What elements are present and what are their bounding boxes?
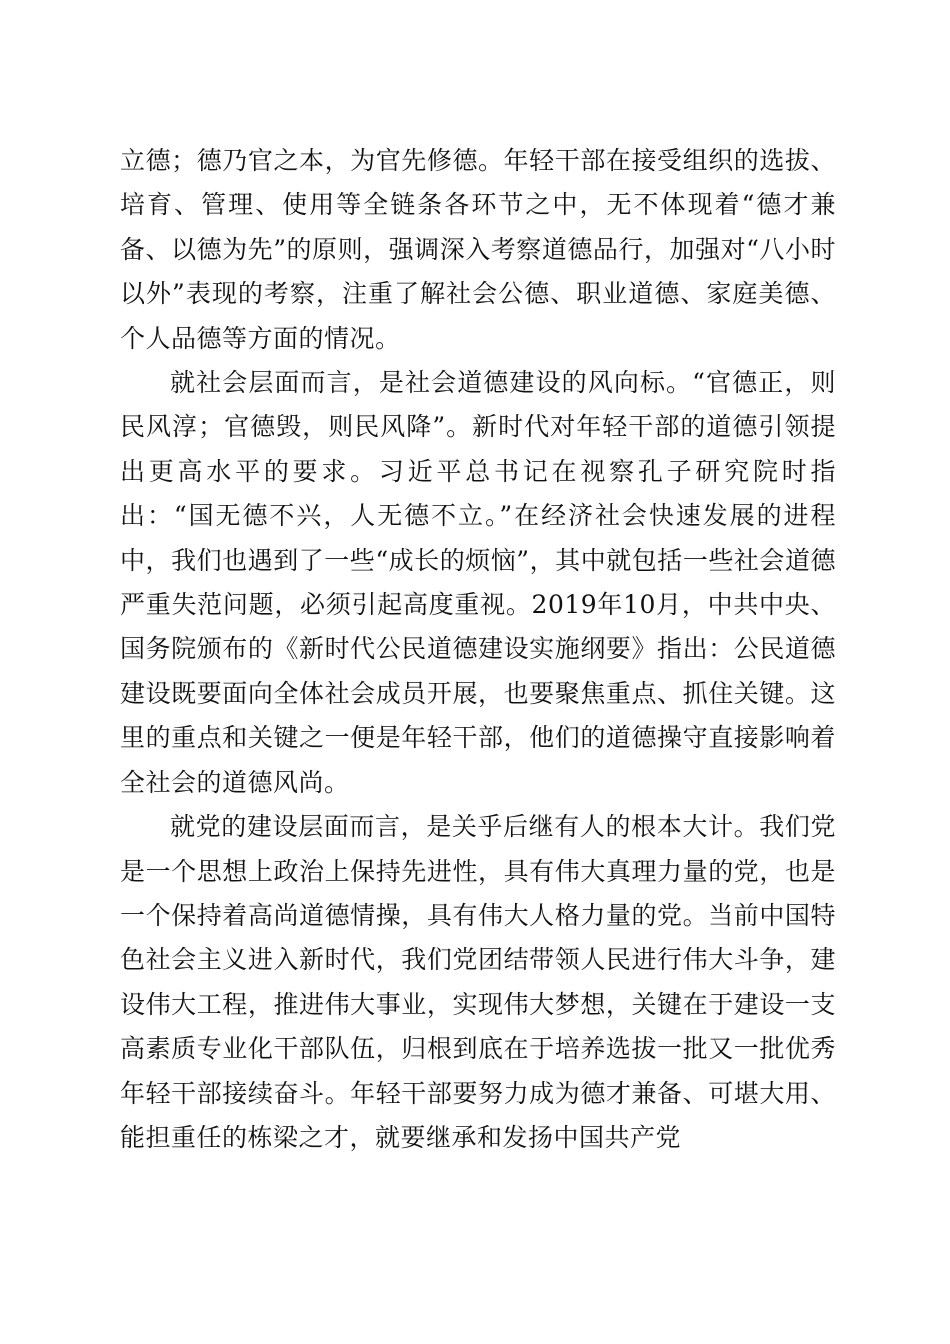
paragraph-2: 就社会层面而言，是社会道德建设的风向标。“官德正，则民风淳；官德毁，则民风降”。新时代对年轻干部的道德引领提出更高水平的要求。习近平总书记在视察孔子研究院时指出：“国无德不兴，人无德不立。”在经济社会快速发展的进程中，我们也遇到了一些“成长的烦恼”，其中就包括一些社会道德严重失范问题，必须引起高度重视。2019年10月，中共中央、国务院颁布的《新时代公民道德建设实施纲要》指出：公民道德建设既要面向全体社会成员开展，也要聚焦重点、抓住关键。这里的重点和关键之一便是年轻干部，他们的道德操守直接影响着全社会的道德风尚。 [120,368,836,797]
paragraph-1: 立德；德乃官之本，为官先修德。年轻干部在接受组织的选拔、培育、管理、使用等全链条各环节之中，无不体现着“德才兼备、以德为先”的原则，强调深入考察道德品行，加强对“八小时以外”表现的考察，注重了解社会公德、职业道德、家庭美德、个人品德等方面的情况。 [120,146,836,353]
paragraph-3: 就党的建设层面而言，是关乎后继有人的根本大计。我们党是一个思想上政治上保持先进性，具有伟大真理力量的党，也是一个保持着高尚道德情操，具有伟大人格力量的党。当前中国特色社会主义进入新时代，我们党团结带领人民进行伟大斗争，建设伟大工程，推进伟大事业，实现伟大梦想，关键在于建设一支高素质专业化干部队伍，归根到底在于培养选拔一批又一批优秀年轻干部接续奋斗。年轻干部要努力成为德才兼备、可堪大用、能担重任的栋梁之才，就要继承和发扬中国共产党 [120,812,836,1152]
document-body [120,139,836,1160]
